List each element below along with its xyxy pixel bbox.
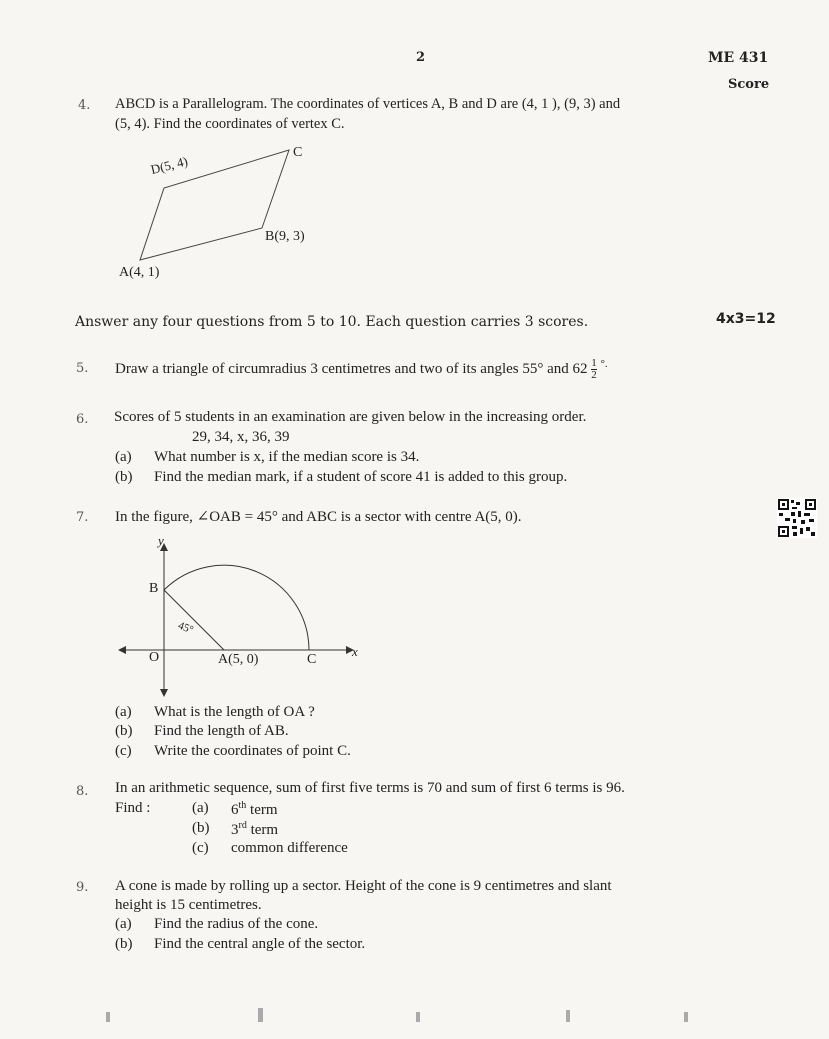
q6-b-label: (b) <box>115 469 133 485</box>
q5-fraction <box>591 358 597 381</box>
q8-find: Find : <box>115 800 151 816</box>
q7-a-text: What is the length of OA ? <box>154 704 315 720</box>
q4-line2: (5, 4). Find the coordinates of vertex C. <box>115 116 345 132</box>
q8-line1: In an arithmetic sequence, sum of first five terms is 70 and sum of first 6 terms is 96. <box>115 780 625 796</box>
section-marks: 4x3=12 <box>716 311 776 327</box>
q7-c-text: Write the coordinates of point C. <box>154 743 351 759</box>
q7-c-label: (c) <box>115 743 132 759</box>
q8-b-sup: rd <box>238 820 247 831</box>
q6-number: 6. <box>76 412 89 427</box>
q9-number: 9. <box>76 880 89 895</box>
q8-a-label: (a) <box>192 800 209 816</box>
q8-b-label: (b) <box>192 820 210 836</box>
q6-data: 29, 34, x, 36, 39 <box>192 429 290 445</box>
q4-number: 4. <box>78 98 91 113</box>
q9-line2: height is 15 centimetres. <box>115 897 262 913</box>
q9-b-label: (b) <box>115 936 133 952</box>
q8-b-pre: 3 <box>231 822 239 838</box>
q5-frac-den: 2 <box>591 369 597 381</box>
sector-arc <box>164 565 309 650</box>
x-axis-label: x <box>352 644 358 659</box>
q5-text: Draw a triangle of circumradius 3 centimetres and two of its angles 55° and 62 <box>115 360 588 377</box>
paper-code: ME 431 <box>708 50 769 66</box>
vertex-b-label: B(9, 3) <box>265 229 305 244</box>
q8-b-text <box>231 820 278 839</box>
angle-label: 45° <box>176 619 195 637</box>
sector-figure <box>110 530 370 700</box>
qr-code-graphic <box>777 498 817 538</box>
point-a-label: A(5, 0) <box>218 652 259 667</box>
q8-number: 8. <box>76 784 89 799</box>
q8-c-text: common difference <box>231 840 348 856</box>
q4-line1: ABCD is a Parallelogram. The coordinates of vertices A, B and D are (4, 1 ), (9, 3) and <box>115 96 621 112</box>
q6-b-text: Find the median mark, if a student of score 41 is added to this group. <box>154 469 568 485</box>
y-axis-label: y <box>158 533 164 548</box>
qr-code <box>777 498 817 538</box>
q9-a-label: (a) <box>115 916 132 932</box>
q6-line1: Scores of 5 students in an examination are given below in the increasing order. <box>114 409 587 425</box>
q5-suffix: °. <box>600 358 608 370</box>
q7-b-text: Find the length of AB. <box>154 723 289 739</box>
q6-a-label: (a) <box>115 449 132 465</box>
q7-a-label: (a) <box>115 704 132 720</box>
q8-a-sup: th <box>238 800 247 811</box>
q7-text: In the figure, ∠OAB = 45° and ABC is a sector with centre A(5, 0). <box>115 509 522 525</box>
vertex-a-label: A(4, 1) <box>119 265 160 280</box>
q8-a-text <box>231 800 278 819</box>
q6-a-text: What number is x, if the median score is 34. <box>154 449 420 465</box>
footer-marks <box>90 1000 710 1030</box>
section-instruction: Answer any four questions from 5 to 10. Each question carries 3 scores. <box>75 314 589 330</box>
point-o-label: O <box>149 650 160 665</box>
vertex-c-label: C <box>293 145 303 160</box>
radius-ab <box>164 590 224 650</box>
q5-text-wrap <box>115 358 608 381</box>
q9-a-text: Find the radius of the cone. <box>154 916 319 932</box>
q8-b-post: term <box>246 822 279 838</box>
q9-line1: A cone is made by rolling up a sector. Height of the cone is 9 centimetres and slant <box>115 878 612 894</box>
q8-a-pre: 6 <box>231 802 239 818</box>
q9-b-text: Find the central angle of the sector. <box>154 936 366 952</box>
q7-b-label: (b) <box>115 723 133 739</box>
q8-a-post: term <box>246 802 278 818</box>
score-label: Score <box>728 77 770 92</box>
q5-number: 5. <box>76 361 89 376</box>
q7-number: 7. <box>76 510 89 525</box>
vertex-d-label: D(5, 4) <box>149 153 190 178</box>
page-number: 2 <box>416 50 426 65</box>
point-b-label: B <box>149 581 159 596</box>
q5-frac-num: 1 <box>591 357 597 369</box>
point-c-label: C <box>307 652 317 667</box>
q8-c-label: (c) <box>192 840 209 856</box>
